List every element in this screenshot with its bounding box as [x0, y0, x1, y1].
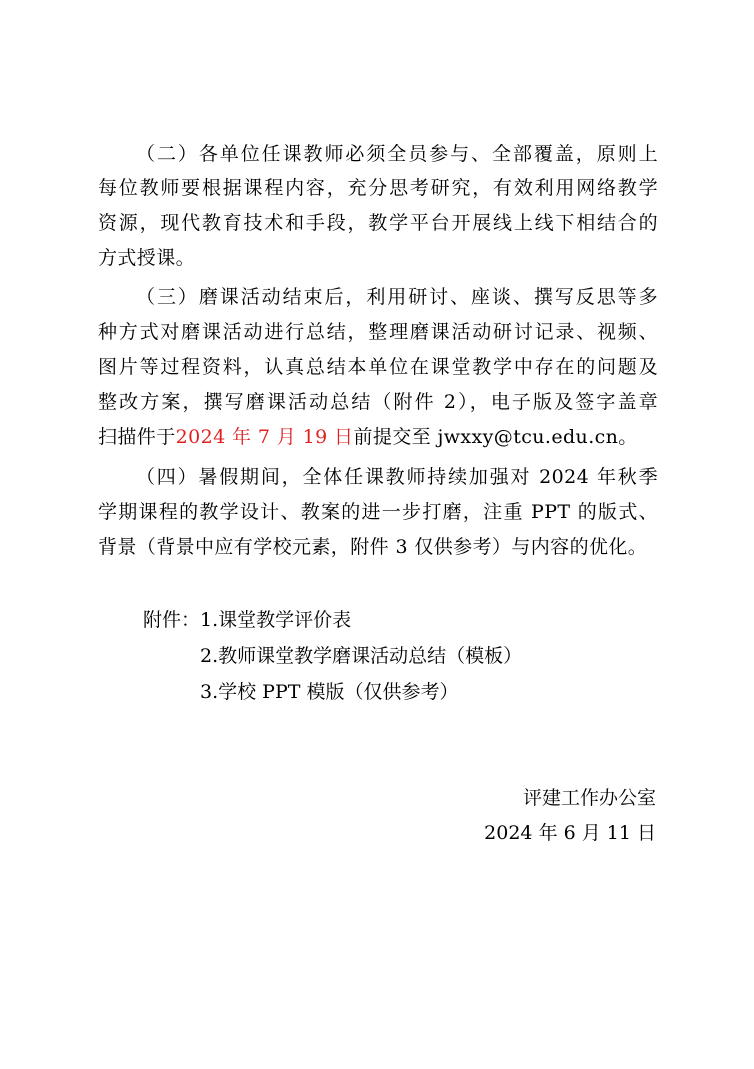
paragraph-3-line-5: [98, 421, 658, 453]
paragraph-4-line-3: 背景（背景中应有学校元素，附件 3 仅供参考）与内容的优化。: [98, 536, 648, 558]
paragraph-4-line-1: （四）暑假期间，全体任课教师持续加强对 2024 年秋季: [136, 466, 658, 488]
paragraph-2-line-2: 每位教师要根据课程内容，充分思考研究，有效利用网络教学: [98, 177, 658, 199]
deadline-date: 2024 年 7 月 19 日: [175, 426, 354, 448]
paragraph-3-line-2: 种方式对磨课活动进行总结，整理磨课活动研讨记录、视频、: [98, 321, 658, 343]
paragraph-2-line-3: 资源，现代教育技术和手段，教学平台开展线上线下相结合的: [98, 212, 658, 234]
submission-email-text: 前提交至 jwxxy@tcu.edu.cn。: [353, 426, 638, 448]
attachments-label: 附件：: [143, 609, 201, 631]
paragraph-4-line-2: 学期课程的教学设计、教案的进一步打磨，注重 PPT 的版式、: [98, 501, 658, 523]
paragraph-3-line-3: 图片等过程资料，认真总结本单位在课堂教学中存在的问题及: [98, 356, 658, 378]
signature-office: 评建工作办公室: [522, 787, 656, 809]
attachment-item-1: 1.课堂教学评价表: [200, 609, 352, 631]
paragraph-3-line-1: （三）磨课活动结束后，利用研讨、座谈、撰写反思等多: [136, 286, 658, 308]
paragraph-2-line-4: 方式授课。: [98, 247, 196, 269]
attachment-item-3: 3.学校 PPT 模版（仅供参考）: [200, 681, 459, 703]
submission-prefix: 扫描件于: [98, 426, 176, 448]
paragraph-3-line-4: 整改方案，撰写磨课活动总结（附件 2），电子版及签字盖章: [98, 391, 658, 413]
attachment-item-2: 2.教师课堂教学磨课活动总结（模板）: [200, 645, 523, 667]
signature-date: 2024 年 6 月 11 日: [484, 822, 656, 844]
paragraph-2-line-1: （二）各单位任课教师必须全员参与、全部覆盖，原则上: [136, 143, 658, 165]
